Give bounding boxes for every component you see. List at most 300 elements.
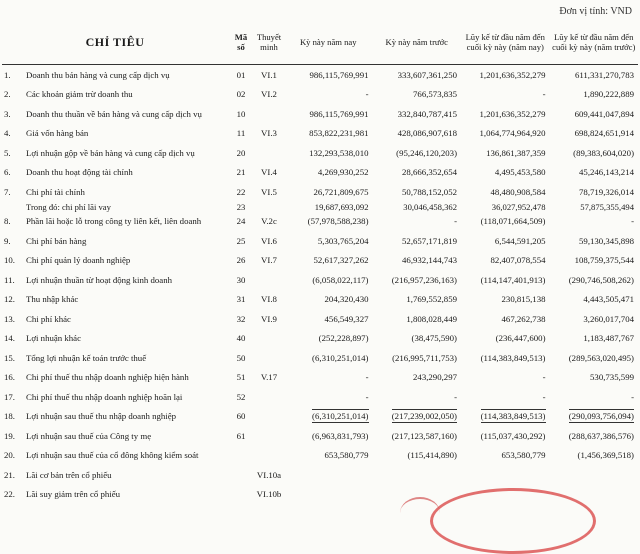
row-code: 51 <box>236 372 246 383</box>
value-current-period-text: 5,303,765,204 <box>317 235 369 246</box>
value-prior-period-text: 46,932,144,743 <box>402 255 457 266</box>
value-current-period-text: (6,963,831,793) <box>312 430 369 441</box>
row-label <box>2 485 228 505</box>
row-label <box>2 182 228 202</box>
row-label <box>2 231 228 251</box>
currency-unit-label: Đơn vị tính: VND <box>559 6 632 17</box>
company-stamp <box>430 488 596 554</box>
value-prior-period <box>373 368 462 388</box>
value-ytd-current-text: 1,201,636,352,279 <box>479 69 546 80</box>
row-code <box>228 465 254 485</box>
value-ytd-prior <box>550 104 639 124</box>
value-ytd-prior <box>550 348 639 368</box>
value-ytd-current-text: (114,147,401,913) <box>480 274 546 285</box>
row-note <box>254 202 284 212</box>
row-note: VI.6 <box>261 235 277 246</box>
value-ytd-prior <box>550 387 639 407</box>
row-label <box>2 329 228 349</box>
row-label-text: Phần lãi hoặc lỗ trong công ty liên kết, liên doanh <box>26 216 202 227</box>
value-ytd-prior <box>550 202 639 212</box>
value-prior-period-text: 428,086,907,618 <box>397 128 457 139</box>
value-ytd-current-text: 467,262,738 <box>501 313 546 324</box>
row-code: 01 <box>236 69 246 80</box>
value-prior-period-text: 766,573,835 <box>413 89 457 100</box>
row-code: 50 <box>236 352 246 363</box>
value-ytd-prior-text: (290,093,756,094) <box>568 411 634 422</box>
row-label-text: Giá vốn hàng bán <box>26 128 89 139</box>
value-ytd-prior-text: - <box>631 391 634 402</box>
value-ytd-prior-text: (290,746,508,262) <box>568 274 634 285</box>
value-ytd-prior <box>550 465 639 485</box>
row-note: VI.1 <box>261 69 277 80</box>
value-prior-period <box>373 231 462 251</box>
row-label-text: Tổng lợi nhuận kế toán trước thuế <box>26 352 147 363</box>
value-prior-period <box>373 290 462 310</box>
value-current-period <box>284 407 373 427</box>
value-ytd-prior <box>550 143 639 163</box>
header-code: Mã số <box>228 22 254 65</box>
value-ytd-current-text: 4,495,453,580 <box>494 167 546 178</box>
row-number: 10. <box>4 255 15 266</box>
value-ytd-prior-text: 1,183,487,767 <box>583 333 634 344</box>
value-current-period <box>284 290 373 310</box>
value-current-period-text: (6,310,251,014) <box>312 352 369 363</box>
value-ytd-current-text: - <box>542 391 546 402</box>
value-current-period-text: 456,549,327 <box>324 313 369 324</box>
row-label-text: Chi phí thuế thu nhập doanh nghiệp hoãn lại <box>26 391 183 402</box>
row-label <box>2 212 228 232</box>
row-note: VI.3 <box>261 128 277 139</box>
row-label-text: Lợi nhuận khác <box>26 333 81 344</box>
row-number: 15. <box>4 352 15 363</box>
table-row <box>2 182 638 202</box>
row-number: 7. <box>4 186 11 197</box>
value-current-period-text: 132,293,538,010 <box>309 147 369 158</box>
row-code <box>228 446 254 466</box>
row-label <box>2 85 228 105</box>
value-current-period <box>284 104 373 124</box>
value-current-period <box>284 270 373 290</box>
row-label <box>2 309 228 329</box>
header-current-period: Kỳ này năm nay <box>284 22 373 65</box>
value-ytd-current-text: 1,064,774,964,920 <box>479 128 546 139</box>
row-label-text: Chi phí khác <box>26 313 71 324</box>
row-code: 52 <box>236 391 246 402</box>
value-ytd-current <box>461 104 550 124</box>
row-label-text: Doanh thu hoạt động tài chính <box>26 167 133 178</box>
value-prior-period <box>373 85 462 105</box>
value-prior-period-text: (217,123,587,160) <box>391 430 457 441</box>
table-header-row <box>2 22 638 65</box>
value-ytd-prior-text: 108,759,375,544 <box>574 255 634 266</box>
value-current-period <box>284 124 373 144</box>
row-label <box>2 426 228 446</box>
value-prior-period <box>373 387 462 407</box>
value-ytd-prior <box>550 231 639 251</box>
value-current-period <box>284 85 373 105</box>
value-ytd-prior <box>550 124 639 144</box>
value-ytd-prior-text: 59,130,345,898 <box>579 235 634 246</box>
value-ytd-current <box>461 143 550 163</box>
table-row <box>2 231 638 251</box>
value-current-period <box>284 309 373 329</box>
value-ytd-prior <box>550 65 639 85</box>
row-code: 23 <box>236 201 246 212</box>
value-ytd-current <box>461 309 550 329</box>
value-prior-period <box>373 465 462 485</box>
value-current-period-text: 4,269,930,252 <box>317 167 369 178</box>
row-note: V.17 <box>260 372 278 383</box>
table-row <box>2 329 638 349</box>
value-prior-period-text: - <box>454 216 457 227</box>
row-label-text: Thu nhập khác <box>26 294 79 305</box>
row-number: 3. <box>4 108 11 119</box>
value-prior-period <box>373 202 462 212</box>
value-current-period-text: 204,320,430 <box>324 294 369 305</box>
row-number: 14. <box>4 333 15 344</box>
value-prior-period-text: 243,290,297 <box>413 372 457 383</box>
value-prior-period <box>373 251 462 271</box>
header-ytd-prior: Lũy kế từ đầu năm đến cuối kỳ này (năm trước) <box>550 22 639 65</box>
value-ytd-current <box>461 465 550 485</box>
value-current-period <box>284 202 373 212</box>
value-ytd-current <box>461 290 550 310</box>
value-current-period-text: 986,115,769,991 <box>309 108 369 119</box>
row-label-text: Lợi nhuận thuần từ hoạt động kinh doanh <box>26 274 172 285</box>
row-label <box>2 104 228 124</box>
value-current-period-text: 986,115,769,991 <box>309 69 369 80</box>
row-label-text: Doanh thu thuần về bán hàng và cung cấp dịch vụ <box>26 108 202 119</box>
value-prior-period-text: 1,808,028,449 <box>406 313 457 324</box>
row-note: VI.9 <box>261 313 277 324</box>
row-note <box>254 348 284 368</box>
value-ytd-current-text: (118,071,664,509) <box>480 216 546 227</box>
value-prior-period <box>373 182 462 202</box>
value-prior-period-text: 1,769,552,859 <box>406 294 457 305</box>
value-prior-period-text: 30,046,458,362 <box>403 201 457 212</box>
row-note <box>254 270 284 290</box>
value-prior-period <box>373 309 462 329</box>
value-current-period <box>284 348 373 368</box>
value-ytd-prior-text: (1,456,369,518) <box>577 450 634 461</box>
value-ytd-current <box>461 182 550 202</box>
value-ytd-current-text: 136,861,387,359 <box>486 147 546 158</box>
value-ytd-prior-text: 4,443,505,471 <box>583 294 634 305</box>
value-ytd-prior <box>550 407 639 427</box>
value-prior-period <box>373 446 462 466</box>
table-row <box>2 290 638 310</box>
value-ytd-prior-text: 611,331,270,783 <box>574 69 634 80</box>
value-current-period-text: 853,822,231,981 <box>309 128 369 139</box>
value-ytd-prior <box>550 212 639 232</box>
value-ytd-current <box>461 212 550 232</box>
value-prior-period-text: (216,995,711,753) <box>392 352 457 363</box>
value-prior-period <box>373 104 462 124</box>
row-label <box>2 348 228 368</box>
value-current-period-text: 26,721,809,675 <box>313 186 369 197</box>
value-current-period-text: (57,978,588,238) <box>307 216 369 227</box>
value-ytd-prior <box>550 309 639 329</box>
row-note <box>254 446 284 466</box>
value-ytd-prior <box>550 163 639 183</box>
row-label <box>2 387 228 407</box>
value-ytd-prior-text: 530,735,599 <box>590 372 634 383</box>
value-ytd-current-text: - <box>542 372 546 383</box>
value-ytd-prior-text: (289,563,020,495) <box>568 352 634 363</box>
row-number: 11. <box>4 274 15 285</box>
value-ytd-current-text: 653,580,779 <box>501 450 546 461</box>
row-label <box>2 270 228 290</box>
value-ytd-prior <box>550 446 639 466</box>
row-number: 19. <box>4 430 15 441</box>
value-ytd-current-text: 36,027,952,478 <box>491 201 546 212</box>
value-current-period-text: 653,580,779 <box>324 450 369 461</box>
value-ytd-prior <box>550 426 639 446</box>
table-row <box>2 104 638 124</box>
row-code: 20 <box>236 147 246 158</box>
row-label-text: Lợi nhuận sau thuế của cổ đông không kiểm soát <box>26 450 199 461</box>
value-ytd-current-text: 82,407,078,554 <box>490 255 546 266</box>
value-current-period <box>284 65 373 85</box>
table-row <box>2 465 638 485</box>
value-ytd-current-text: 230,815,138 <box>501 294 546 305</box>
table-row <box>2 348 638 368</box>
row-note <box>254 329 284 349</box>
value-ytd-current <box>461 231 550 251</box>
value-ytd-prior <box>550 251 639 271</box>
value-ytd-current <box>461 270 550 290</box>
table-row <box>2 85 638 105</box>
value-current-period-text: - <box>365 372 369 383</box>
value-prior-period <box>373 212 462 232</box>
row-label <box>2 202 228 212</box>
value-ytd-current <box>461 407 550 427</box>
value-current-period-text: - <box>365 89 369 100</box>
row-label <box>2 290 228 310</box>
row-label <box>2 124 228 144</box>
value-ytd-current <box>461 163 550 183</box>
row-label-text: Các khoản giảm trừ doanh thu <box>26 89 133 100</box>
value-prior-period <box>373 270 462 290</box>
value-current-period-text: (6,058,022,117) <box>312 274 369 285</box>
value-current-period <box>284 212 373 232</box>
row-number: 18. <box>4 411 15 422</box>
value-prior-period <box>373 143 462 163</box>
row-note: VI.4 <box>261 167 277 178</box>
value-ytd-current <box>461 426 550 446</box>
value-ytd-prior-text: 45,246,143,214 <box>579 167 634 178</box>
value-ytd-prior-text: - <box>631 216 634 227</box>
value-prior-period-text: 28,666,352,654 <box>402 167 457 178</box>
value-ytd-prior-text: (288,637,386,576) <box>568 430 634 441</box>
row-number: 2. <box>4 89 11 100</box>
value-prior-period-text: - <box>454 391 457 402</box>
row-label-text: Lãi suy giảm trên cổ phiếu <box>26 489 121 500</box>
value-ytd-current <box>461 85 550 105</box>
table-row <box>2 407 638 427</box>
row-number: 17. <box>4 391 15 402</box>
value-prior-period-text: (217,239,002,050) <box>391 411 457 422</box>
row-number: 6. <box>4 167 11 178</box>
value-ytd-prior <box>550 85 639 105</box>
row-note <box>254 387 284 407</box>
row-number: 4. <box>4 128 11 139</box>
value-ytd-current <box>461 202 550 212</box>
row-label-text: Chi phí bán hàng <box>26 235 87 246</box>
value-ytd-prior <box>550 290 639 310</box>
table-row <box>2 65 638 85</box>
row-code: 40 <box>236 333 246 344</box>
value-prior-period <box>373 407 462 427</box>
value-ytd-current-text: (236,447,600) <box>495 333 546 344</box>
row-label-text: Chi phí tài chính <box>26 186 85 197</box>
value-current-period-text: - <box>365 391 369 402</box>
header-ytd-current: Lũy kế từ đầu năm đến cuối kỳ này (năm nay) <box>461 22 550 65</box>
value-prior-period <box>373 426 462 446</box>
table-row <box>2 270 638 290</box>
row-note: VI.5 <box>261 186 277 197</box>
value-prior-period-text: 50,788,152,052 <box>402 186 457 197</box>
value-ytd-prior-text: 3,260,017,704 <box>583 313 634 324</box>
row-code <box>228 485 254 505</box>
row-label <box>2 407 228 427</box>
row-note: VI.10b <box>256 489 282 500</box>
row-label <box>2 446 228 466</box>
value-current-period <box>284 446 373 466</box>
value-ytd-current <box>461 446 550 466</box>
row-note: VI.7 <box>261 255 277 266</box>
table-row <box>2 124 638 144</box>
value-prior-period <box>373 348 462 368</box>
value-prior-period <box>373 65 462 85</box>
table-row <box>2 163 638 183</box>
table-row <box>2 251 638 271</box>
value-prior-period-text: (95,246,120,203) <box>396 147 457 158</box>
value-ytd-prior-text: 1,890,222,889 <box>583 89 634 100</box>
signature-mark <box>400 497 440 529</box>
row-note: VI.10a <box>256 469 282 480</box>
value-prior-period-text: (115,414,890) <box>407 450 457 461</box>
table-row <box>2 309 638 329</box>
row-code: 26 <box>236 255 246 266</box>
row-label <box>2 251 228 271</box>
value-current-period <box>284 426 373 446</box>
value-current-period <box>284 329 373 349</box>
row-label-text: Lợi nhuận sau thuế thu nhập doanh nghiệp <box>26 411 177 422</box>
value-prior-period <box>373 124 462 144</box>
row-code: 21 <box>236 167 246 178</box>
row-label <box>2 368 228 388</box>
value-current-period <box>284 485 373 505</box>
row-note <box>254 426 284 446</box>
value-ytd-current-text: 48,480,908,584 <box>490 186 546 197</box>
value-current-period-text: 52,617,327,262 <box>313 255 369 266</box>
value-ytd-current-text: (114,383,849,513) <box>480 352 546 363</box>
value-ytd-prior <box>550 182 639 202</box>
row-code: 11 <box>236 128 246 139</box>
row-number: 5. <box>4 147 11 158</box>
table-row <box>2 426 638 446</box>
value-ytd-current-text: - <box>542 89 546 100</box>
value-prior-period-text: 332,840,787,415 <box>397 108 457 119</box>
value-ytd-prior <box>550 329 639 349</box>
row-number: 1. <box>4 69 11 80</box>
value-prior-period-text: (216,957,236,163) <box>391 274 457 285</box>
value-current-period <box>284 368 373 388</box>
row-note <box>254 407 284 427</box>
row-code: 61 <box>236 430 246 441</box>
value-prior-period <box>373 329 462 349</box>
income-statement-table <box>2 22 638 504</box>
row-number: 22. <box>4 489 15 500</box>
row-label-text: Chi phí quản lý doanh nghiệp <box>26 255 131 266</box>
value-current-period-text: (6,310,251,014) <box>312 411 369 422</box>
row-label-text: Trong đó: chi phí lãi vay <box>26 201 111 212</box>
row-label-text: Chi phí thuế thu nhập doanh nghiệp hiện hành <box>26 372 189 383</box>
row-code: 24 <box>236 216 246 227</box>
row-code: 31 <box>236 294 246 305</box>
value-ytd-prior-text: (89,383,604,020) <box>573 147 634 158</box>
value-ytd-prior <box>550 270 639 290</box>
row-note: VI.8 <box>261 294 277 305</box>
table-row <box>2 387 638 407</box>
row-label <box>2 65 228 85</box>
value-current-period-text: (252,228,897) <box>318 333 369 344</box>
table-row <box>2 143 638 163</box>
row-number: 8. <box>4 216 11 227</box>
value-ytd-current <box>461 124 550 144</box>
row-label <box>2 163 228 183</box>
row-note: VI.2 <box>261 89 277 100</box>
value-prior-period-text: 333,607,361,250 <box>397 69 457 80</box>
table-row <box>2 446 638 466</box>
value-current-period <box>284 182 373 202</box>
row-label <box>2 465 228 485</box>
row-label-text: Lợi nhuận sau thuế của Công ty mẹ <box>26 430 152 441</box>
value-ytd-current <box>461 65 550 85</box>
value-prior-period-text: 52,657,171,819 <box>402 235 457 246</box>
value-ytd-prior <box>550 368 639 388</box>
value-prior-period-text: (38,475,590) <box>411 333 457 344</box>
value-ytd-current <box>461 348 550 368</box>
value-current-period <box>284 231 373 251</box>
value-ytd-current-text: (115,037,430,292) <box>480 430 546 441</box>
value-ytd-current <box>461 251 550 271</box>
row-code: 25 <box>236 235 246 246</box>
value-ytd-prior-text: 57,875,355,494 <box>580 201 634 212</box>
row-label-text: Lợi nhuận gộp về bán hàng và cung cấp dịch vụ <box>26 147 195 158</box>
row-note <box>254 104 284 124</box>
value-current-period <box>284 163 373 183</box>
row-label <box>2 143 228 163</box>
value-ytd-current <box>461 387 550 407</box>
value-current-period <box>284 387 373 407</box>
value-ytd-current-text: (114,383,849,513) <box>480 411 546 422</box>
row-number: 12. <box>4 294 15 305</box>
value-ytd-prior-text: 609,441,047,894 <box>574 108 634 119</box>
value-prior-period <box>373 163 462 183</box>
row-label-text: Doanh thu bán hàng và cung cấp dịch vụ <box>26 69 170 80</box>
row-label-text: Lãi cơ bản trên cổ phiếu <box>26 469 112 480</box>
row-number: 13. <box>4 313 15 324</box>
table-row <box>2 202 638 212</box>
row-code: 10 <box>236 108 246 119</box>
header-prior-period: Kỳ này năm trước <box>373 22 462 65</box>
row-code: 22 <box>236 186 246 197</box>
value-ytd-current-text: 6,544,591,205 <box>494 235 546 246</box>
row-code: 60 <box>236 411 246 422</box>
header-indicator: CHỈ TIÊU <box>2 22 228 65</box>
